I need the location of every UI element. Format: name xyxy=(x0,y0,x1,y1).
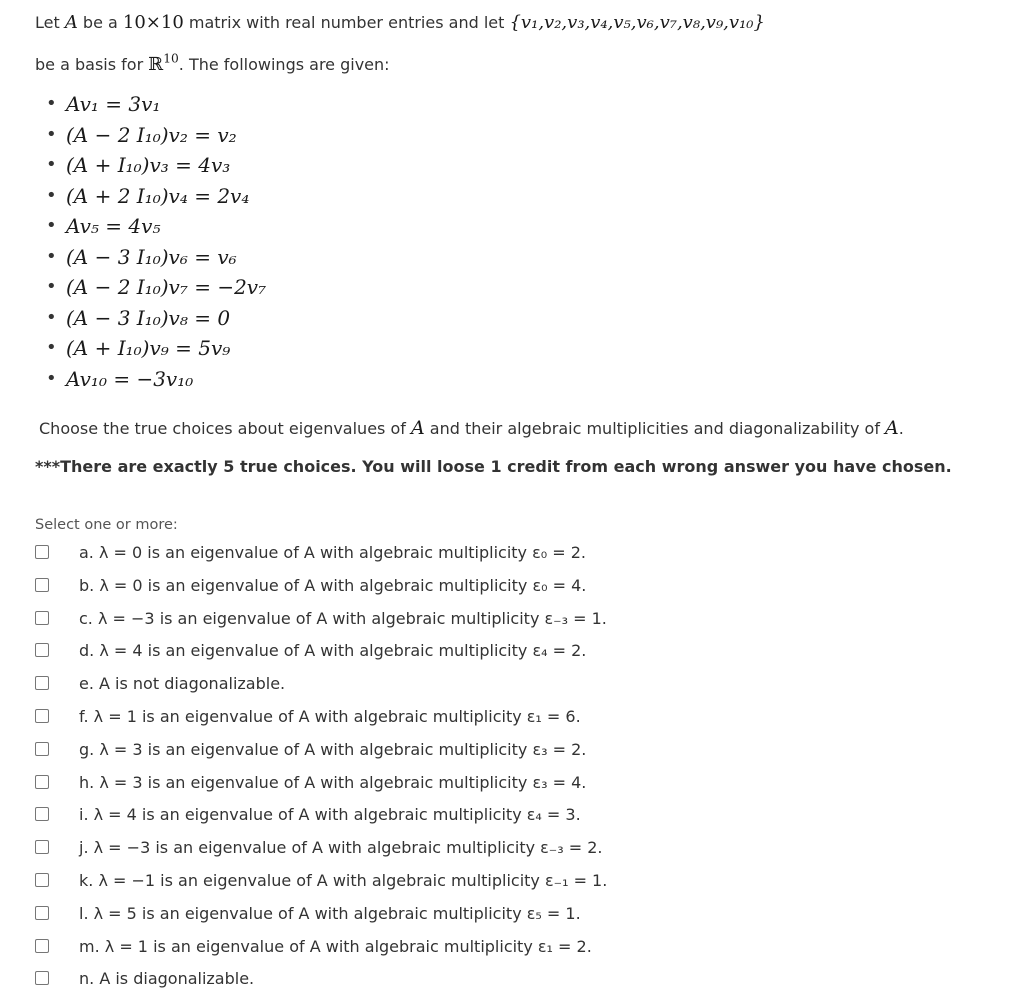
answer-option[interactable] xyxy=(35,607,995,640)
condition-formula: (A − 2 I₁₀)v₂ = v₂ xyxy=(66,122,237,147)
condition-formula: (A + 2 I₁₀)v₄ = 2v₄ xyxy=(66,183,250,208)
given-condition xyxy=(46,153,446,184)
matrix-symbol: A xyxy=(64,12,78,33)
intro-text: matrix with real number entries and let xyxy=(183,13,510,32)
scoring-warning: ***There are exactly 5 true choices. You will loose 1 credit from each wrong answer you have chosen. xyxy=(35,457,952,476)
select-prompt: Select one or more: xyxy=(35,517,178,533)
given-condition xyxy=(46,275,446,306)
answer-option[interactable] xyxy=(35,738,995,771)
question-part: Choose the true choices about eigenvalues of xyxy=(39,419,411,438)
given-condition xyxy=(46,184,446,215)
condition-formula: (A + I₁₀)v₃ = 4v₃ xyxy=(66,153,231,177)
condition-formula: (A − 2 I₁₀)v₇ = −2v₇ xyxy=(66,275,267,299)
intro-text: be a xyxy=(77,13,123,32)
option-checkbox[interactable] xyxy=(35,807,49,821)
answer-option[interactable] xyxy=(35,771,995,804)
space-symbol: ℝ xyxy=(148,54,164,75)
condition-formula: (A − 3 I₁₀)v₆ = v₆ xyxy=(66,244,237,269)
option-checkbox[interactable] xyxy=(35,906,49,920)
matrix-symbol: A xyxy=(410,417,425,439)
option-label[interactable]: e. A is not diagonalizable. xyxy=(79,674,286,694)
real-space-symbol xyxy=(148,51,179,75)
option-label[interactable]: h. λ = 3 is an eigenvalue of A with algebraic multiplicity ε₃ = 4. xyxy=(79,772,587,792)
option-checkbox[interactable] xyxy=(35,611,49,625)
option-checkbox[interactable] xyxy=(35,643,49,657)
answer-option[interactable] xyxy=(35,672,995,705)
given-condition xyxy=(46,306,446,337)
given-condition xyxy=(46,245,446,276)
problem-intro-line-1 xyxy=(35,10,765,36)
option-label[interactable]: a. λ = 0 is an eigenvalue of A with algebraic multiplicity ε₀ = 2. xyxy=(79,543,587,562)
matrix-size: 10×10 xyxy=(122,12,184,33)
option-label[interactable]: c. λ = −3 is an eigenvalue of A with algebraic multiplicity ε₋₃ = 1. xyxy=(79,608,607,628)
option-checkbox[interactable] xyxy=(35,775,49,789)
answer-option[interactable] xyxy=(35,541,995,574)
option-checkbox[interactable] xyxy=(35,578,49,592)
given-condition xyxy=(46,367,446,398)
answer-option[interactable] xyxy=(35,574,995,607)
given-condition xyxy=(46,214,446,245)
question-part: . xyxy=(898,419,904,438)
option-checkbox[interactable] xyxy=(35,742,49,756)
answer-option[interactable] xyxy=(35,902,995,935)
condition-formula: (A + I₁₀)v₉ = 5v₉ xyxy=(66,336,231,360)
answer-option[interactable] xyxy=(35,869,995,902)
option-checkbox[interactable] xyxy=(35,939,49,953)
question-text xyxy=(39,416,904,441)
option-label[interactable]: i. λ = 4 is an eigenvalue of A with algebraic multiplicity ε₄ = 3. xyxy=(79,805,581,825)
option-label[interactable]: n. A is diagonalizable. xyxy=(79,969,255,989)
option-label[interactable]: j. λ = −3 is an eigenvalue of A with algebraic multiplicity ε₋₃ = 2. xyxy=(79,838,603,858)
option-checkbox[interactable] xyxy=(35,873,49,887)
intro-text: . The followings are given: xyxy=(178,55,390,74)
matrix-symbol: A xyxy=(885,417,899,439)
given-condition xyxy=(46,336,446,367)
answer-option[interactable] xyxy=(35,639,995,672)
option-checkbox[interactable] xyxy=(35,676,49,690)
option-checkbox[interactable] xyxy=(35,971,49,985)
intro-text: Let xyxy=(35,13,65,32)
option-label[interactable]: b. λ = 0 is an eigenvalue of A with algebraic multiplicity ε₀ = 4. xyxy=(79,575,587,595)
intro-text: be a basis for xyxy=(35,55,149,74)
answer-options-list xyxy=(35,541,995,1000)
option-label[interactable]: f. λ = 1 is an eigenvalue of A with algebraic multiplicity ε₁ = 6. xyxy=(79,706,581,726)
answer-option[interactable] xyxy=(35,836,995,869)
option-checkbox[interactable] xyxy=(35,840,49,854)
basis-set: {v₁,v₂,v₃,v₄,v₅,v₆,v₇,v₈,v₉,v₁₀} xyxy=(509,12,765,33)
option-checkbox[interactable] xyxy=(35,545,49,559)
answer-option[interactable] xyxy=(35,705,995,738)
condition-formula: (A − 3 I₁₀)v₈ = 0 xyxy=(66,305,231,330)
space-power: 10 xyxy=(163,51,179,66)
condition-formula: Av₁₀ = −3v₁₀ xyxy=(66,366,194,391)
option-label[interactable]: l. λ = 5 is an eigenvalue of A with algebraic multiplicity ε₅ = 1. xyxy=(79,903,581,923)
answer-option[interactable] xyxy=(35,803,995,836)
option-label[interactable]: g. λ = 3 is an eigenvalue of A with algebraic multiplicity ε₃ = 2. xyxy=(79,739,587,759)
answer-option[interactable] xyxy=(35,935,995,968)
question-part: and their algebraic multiplicities and diagonalizability of xyxy=(424,419,886,438)
given-condition xyxy=(46,92,446,123)
condition-formula: Av₁ = 3v₁ xyxy=(66,92,161,116)
option-label[interactable]: k. λ = −1 is an eigenvalue of A with algebraic multiplicity ε₋₁ = 1. xyxy=(79,870,608,890)
option-label[interactable]: m. λ = 1 is an eigenvalue of A with algebraic multiplicity ε₁ = 2. xyxy=(79,936,592,956)
option-checkbox[interactable] xyxy=(35,709,49,723)
problem-intro-line-2 xyxy=(35,52,390,78)
condition-formula: Av₅ = 4v₅ xyxy=(66,214,161,238)
option-label[interactable]: d. λ = 4 is an eigenvalue of A with algebraic multiplicity ε₄ = 2. xyxy=(79,641,587,661)
given-condition xyxy=(46,123,446,154)
answer-option[interactable] xyxy=(35,967,995,1000)
given-conditions-list xyxy=(46,92,446,397)
